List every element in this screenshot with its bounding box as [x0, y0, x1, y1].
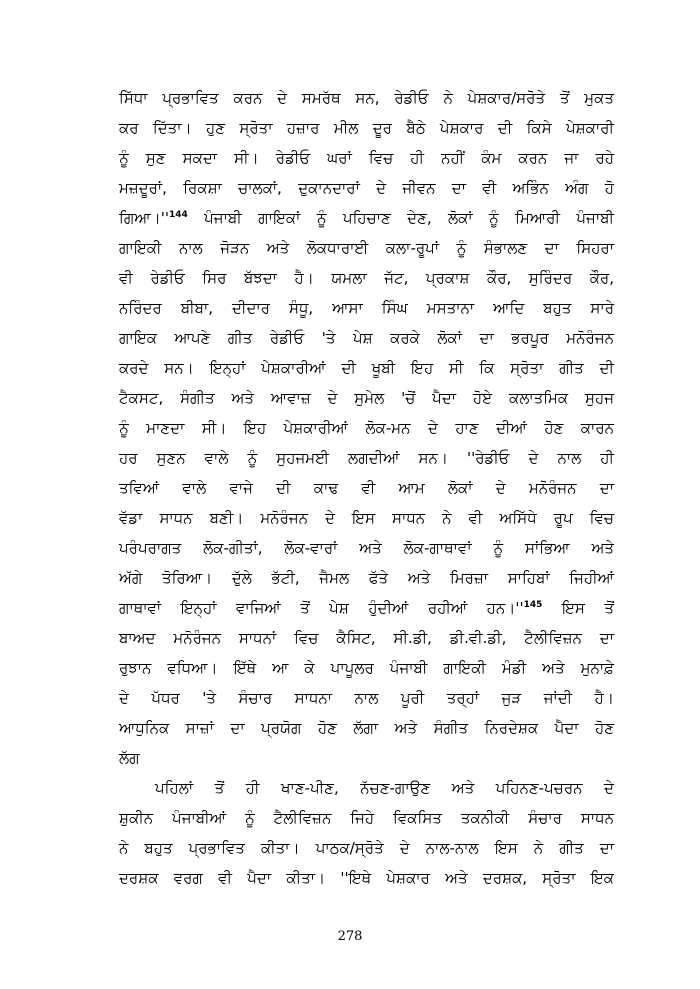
text-line: ਰੁਝਾਨ ਵਧਿਆ। ਇੱਥੇ ਆ ਕੇ ਪਾਪੂਲਰ ਪੰਜਾਬੀ ਗਾਇਕੀ ਮੰਡੀ ਅਤੇ ਮੁਨਾਫ਼ੇ: [119, 659, 614, 677]
text-line: ਮਜ਼ਦੂਰਾਂ, ਰਿਕਸ਼ਾ ਚਾਲਕਾਂ, ਦੁਕਾਨਦਾਰਾਂ ਦੇ ਜੀਵਨ ਦਾ ਵੀ ਅਭਿੰਨ ਅੰਗ ਹੋ: [119, 179, 614, 197]
text-line: ਕਰ ਦਿੱਤਾ। ਹੁਣ ਸ੍ਰੋਤਾ ਹਜ਼ਾਰ ਮੀਲ ਦੂਰ ਬੈਠੇ ਪੇਸ਼ਕਾਰ ਦੀ ਕਿਸੇ ਪੇਸ਼ਕਾਰੀ: [119, 119, 614, 137]
text-run: ਪੰਜਾਬੀ ਗਾਇਕਾਂ ਨੂੰ ਪਹਿਚਾਣ ਦੇਣ, ਲੋਕਾਂ ਨੂੰ ਮਿਆਰੀ ਪੰਜਾਬੀ: [187, 209, 614, 227]
text-line: ਪਹਿਲਾਂ ਤੋਂ ਹੀ ਖਾਣ-ਪੀਣ, ਨੱਚਣ-ਗਾਉਣ ਅਤੇ ਪਹਿਨਣ-ਪਚਰਨ ਦੇ: [155, 779, 614, 797]
text-line: [119, 598, 614, 618]
text-line: ਵੱਡਾ ਸਾਧਨ ਬਣੀ। ਮਨੋਰੰਜਨ ਦੇ ਇਸ ਸਾਧਨ ਨੇ ਵੀ ਅਸਿੱਧੇ ਰੂਪ ਵਿਚ: [119, 509, 614, 527]
text-line: ਸ਼ੁਕੀਨ ਪੰਜਾਬੀਆਂ ਨੂੰ ਟੈਲੀਵਿਜ਼ਨ ਜਿਹੇ ਵਿਕਸਿਤ ਤਕਨੀਕੀ ਸੰਚਾਰ ਸਾਧਨ: [119, 809, 614, 827]
text-line: ਟੈਕਸਟ, ਸੰਗੀਤ ਅਤੇ ਆਵਾਜ਼ ਦੇ ਸੁਮੇਲ 'ਚੋਂ ਪੈਦਾ ਹੋਏ ਕਲਾਤਮਿਕ ਸੁਹਜ: [119, 389, 614, 407]
text-line: ਆਧੁਨਿਕ ਸਾਜ਼ਾਂ ਦਾ ਪ੍ਰਯੋਗ ਹੋਣ ਲੱਗਾ ਅਤੇ ਸੰਗੀਤ ਨਿਰਦੇਸ਼ਕ ਪੈਦਾ ਹੋਣ: [119, 719, 614, 737]
text-line: ਸਿੱਧਾ ਪ੍ਰਭਾਵਿਤ ਕਰਨ ਦੇ ਸਮਰੱਥ ਸਨ, ਰੇਡੀਓ ਨੇ ਪੇਸ਼ਕਾਰ/ਸਰੋਤੇ ਤੋਂ ਮੁਕਤ: [119, 89, 614, 107]
text-line: ਦੇ ਪੱਧਰ 'ਤੇ ਸੰਚਾਰ ਸਾਧਨਾ ਨਾਲ ਪੂਰੀ ਤਰ੍ਹਾਂ ਜੁੜ ਜਾਂਦੀ ਹੈ।: [119, 689, 614, 707]
text-run: ਗਿਆ।'': [119, 209, 169, 227]
text-line: ਬਾਅਦ ਮਨੋਰੰਜਨ ਸਾਧਨਾਂ ਵਿਚ ਕੈਸਿਟ, ਸੀ.ਡੀ, ਡੀ.ਵੀ.ਡੀ, ਟੈਲੀਵਿਜ਼ਨ ਦਾ: [119, 629, 614, 647]
text-line: ਹਰ ਸੁਣਨ ਵਾਲੇ ਨੂੰ ਸੁਹਜਮਈ ਲਗਦੀਆਂ ਸਨ। ''ਰੇਡੀਓ ਦੇ ਨਾਲ ਹੀ: [119, 449, 614, 467]
text-line: ਕਰਦੇ ਸਨ। ਇਨ੍ਹਾਂ ਪੇਸ਼ਕਾਰੀਆਂ ਦੀ ਖੂਬੀ ਇਹ ਸੀ ਕਿ ਸ੍ਰੋਤਾ ਗੀਤ ਦੀ: [119, 359, 614, 377]
text-line: ਗਾਇਕ ਆਪਣੇ ਗੀਤ ਰੇਡੀਓ 'ਤੇ ਪੇਸ਼ ਕਰਕੇ ਲੋਕਾਂ ਦਾ ਭਰਪੂਰ ਮਨੋਰੰਜਨ: [119, 329, 614, 347]
text-line: ਲੱਗ: [119, 749, 140, 767]
footnote-reference: 145: [523, 600, 543, 610]
footnote-reference: 144: [168, 210, 188, 220]
text-line: ਨੂੰ ਮਾਣਦਾ ਸੀ। ਇਹ ਪੇਸ਼ਕਾਰੀਆਂ ਲੋਕ-ਮਨ ਦੇ ਹਾਣ ਦੀਆਂ ਹੋਣ ਕਾਰਨ: [119, 419, 614, 437]
text-line: ਤਵਿਆਂ ਵਾਲੇ ਵਾਜੇ ਦੀ ਕਾਢ ਵੀ ਆਮ ਲੋਕਾਂ ਦੇ ਮਨੋਰੰਜਨ ਦਾ: [119, 479, 614, 497]
text-line: ਅੱਗੇ ਤੋਰਿਆ। ਦੁੱਲੇ ਭੱਟੀ, ਜੈਮਲ ਫੱਤੇ ਅਤੇ ਮਿਰਜ਼ਾ ਸਾਹਿਬਾਂ ਜਿਹੀਆਂ: [119, 569, 614, 587]
text-line: ਦਰਸ਼ਕ ਵਰਗ ਵੀ ਪੈਦਾ ਕੀਤਾ। ''ਇਥੇ ਪੇਸ਼ਕਾਰ ਅਤੇ ਦਰਸ਼ਕ, ਸ੍ਰੋਤਾ ਇਕ: [119, 869, 614, 887]
text-line: [119, 208, 614, 228]
text-run: ਇਸ ਤੋਂ: [542, 599, 614, 617]
text-line: ਨਰਿੰਦਰ ਬੀਬਾ, ਦੀਦਾਰ ਸੰਧੂ, ਆਸਾ ਸਿੰਘ ਮਸਤਾਨਾ ਆਦਿ ਬਹੁਤ ਸਾਰੇ: [119, 299, 614, 317]
text-line: ਵੀ ਰੇਡੀਓ ਸਿਰ ਬੱਝਦਾ ਹੈ। ਯਮਲਾ ਜੱਟ, ਪ੍ਰਕਾਸ਼ ਕੌਰ, ਸੁਰਿੰਦਰ ਕੌਰ,: [119, 269, 614, 287]
page-number: 278: [337, 929, 363, 944]
text-line: ਨੂੰ ਸੁਣ ਸਕਦਾ ਸੀ। ਰੇਡੀਓ ਘਰਾਂ ਵਿਚ ਹੀ ਨਹੀਂ ਕੰਮ ਕਰਨ ਜਾ ਰਹੇ: [119, 149, 614, 167]
text-line: ਗਾਇਕੀ ਨਾਲ ਜੋੜਨ ਅਤੇ ਲੋਕਧਾਰਾਈ ਕਲਾ-ਰੂਪਾਂ ਨੂੰ ਸੰਭਾਲਣ ਦਾ ਸਿਹਰਾ: [119, 239, 614, 257]
text-line: ਨੇ ਬਹੁਤ ਪ੍ਰਭਾਵਿਤ ਕੀਤਾ। ਪਾਠਕ/ਸ੍ਰੋਤੇ ਦੇ ਨਾਲ-ਨਾਲ ਇਸ ਨੇ ਗੀਤ ਦਾ: [119, 839, 614, 857]
text-line: ਪਰੰਪਰਾਗਤ ਲੋਕ-ਗੀਤਾਂ, ਲੋਕ-ਵਾਰਾਂ ਅਤੇ ਲੋਕ-ਗਾਥਾਵਾਂ ਨੂੰ ਸਾਂਭਿਆ ਅਤੇ: [119, 539, 614, 557]
text-run: ਗਾਥਾਵਾਂ ਇਨ੍ਹਾਂ ਵਾਜਿਆਂ ਤੋਂ ਪੇਸ਼ ਹੁੰਦੀਆਂ ਰਹੀਆਂ ਹਨ।'': [119, 599, 524, 617]
